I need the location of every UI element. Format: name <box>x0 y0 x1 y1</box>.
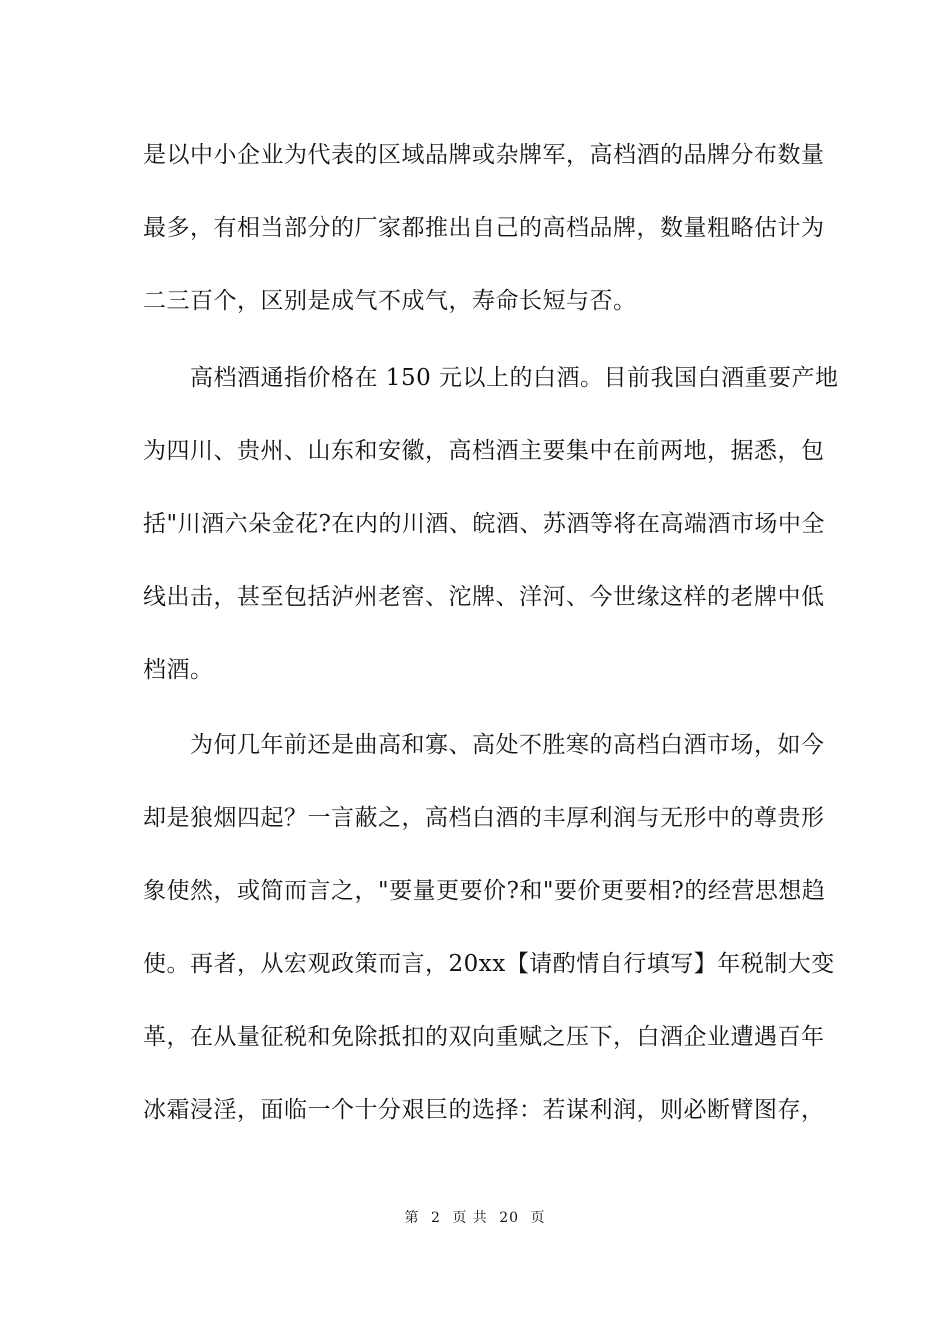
text-line: 档酒。 <box>143 657 214 683</box>
text-line: 使。再者，从宏观政策而言，20xx【请酌情自行填写】年税制大变 <box>143 951 835 977</box>
text-line: 是以中小企业为代表的区域品牌或杂牌军，高档酒的品牌分布数量 <box>143 142 825 168</box>
text-line: 革，在从量征税和免除抵扣的双向重赋之压下，白酒企业遭遇百年 <box>143 1024 825 1050</box>
page-footer <box>0 1208 950 1228</box>
paragraph-first-line: 为何几年前还是曲高和寡、高处不胜寒的高档白酒市场，如今 <box>190 732 825 758</box>
text-line: 为四川、贵州、山东和安徽，高档酒主要集中在前两地，据悉，包 <box>143 438 825 464</box>
footer-current-page: 2 <box>430 1210 441 1226</box>
text-line: 二三百个，区别是成气不成气，寿命长短与否。 <box>143 288 637 314</box>
footer-suffix: 页 <box>530 1210 546 1226</box>
footer-prefix: 第 <box>404 1210 420 1226</box>
text-line: 冰霜浸淫，面临一个十分艰巨的选择：若谋利润，则必断臂图存， <box>143 1097 825 1123</box>
text-line: 却是狼烟四起？一言蔽之，高档白酒的丰厚利润与无形中的尊贵形 <box>143 805 825 831</box>
footer-middle: 页 共 <box>452 1210 488 1226</box>
text-line: 线出击，甚至包括泸州老窖、沱牌、洋河、今世缘这样的老牌中低 <box>143 584 825 610</box>
footer-total-pages: 20 <box>499 1210 520 1226</box>
paragraph-first-line: 高档酒通指价格在 150 元以上的白酒。目前我国白酒重要产地 <box>190 365 839 391</box>
text-line: 象使然，或简而言之，"要量更要价?和"要价更要相?的经营思想趋 <box>143 878 826 904</box>
text-line: 最多，有相当部分的厂家都推出自己的高档品牌，数量粗略估计为 <box>143 215 825 241</box>
text-line: 括"川酒六朵金花?在内的川酒、皖酒、苏酒等将在高端酒市场中全 <box>143 511 825 537</box>
